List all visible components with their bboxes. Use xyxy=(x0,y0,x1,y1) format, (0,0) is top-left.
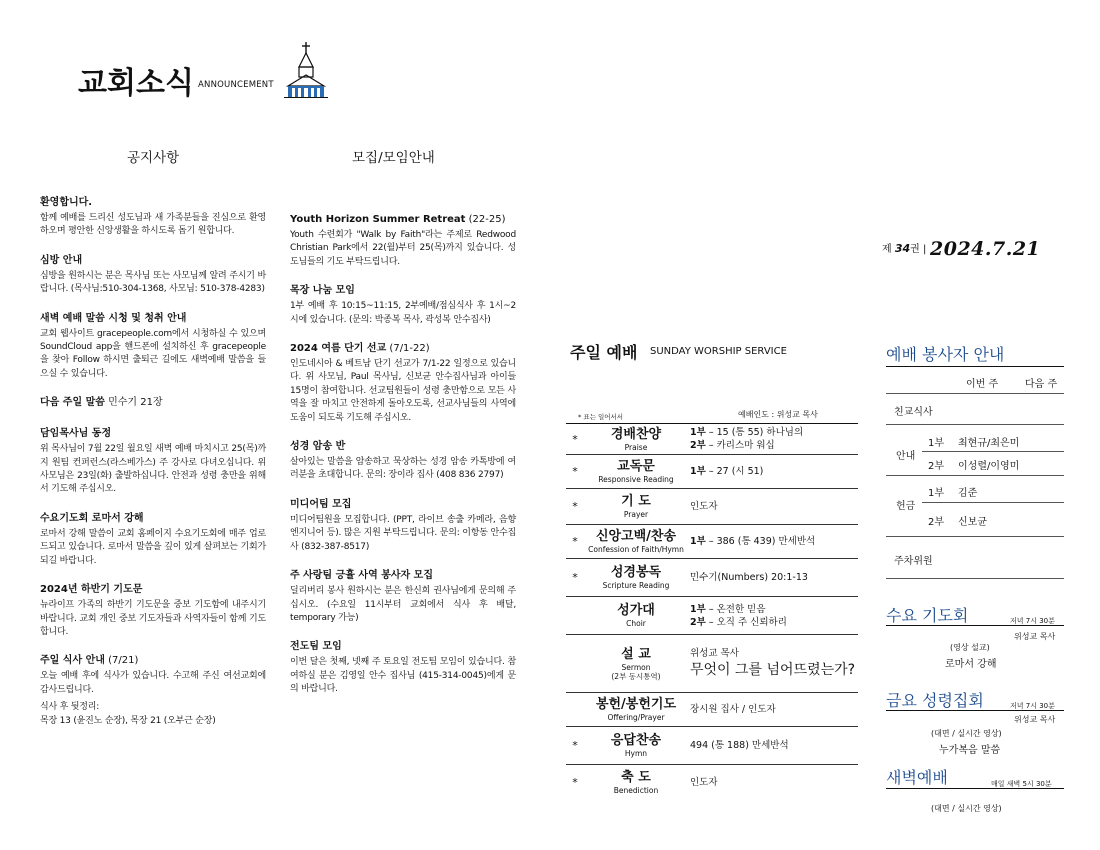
recruit-title: 주 사랑팀 긍휼 사역 봉사자 모집 xyxy=(290,570,433,582)
worship-item-value: 1부 – 27 (시 51) xyxy=(690,466,764,477)
notice-title: 2024년 하반기 기도문 xyxy=(40,584,143,596)
recruit-item xyxy=(290,342,516,425)
issue-volume: 제 34권 | xyxy=(882,242,927,255)
worship-item-name: 성가대 Choir xyxy=(617,603,655,628)
notice-body-extra: 목장 13 (윤진노 순장), 목장 21 (오부근 순장) xyxy=(40,715,216,726)
worship-subtitle: SUNDAY WORSHIP SERVICE xyxy=(650,346,787,357)
notice-title: 다음 주일 말씀 민수기 21장 xyxy=(40,397,163,409)
worship-item-name: 성경봉독 Scripture Reading xyxy=(602,565,670,590)
recruit-item xyxy=(290,440,516,483)
church-icon xyxy=(284,42,328,98)
notice-title: 새벽 예배 말씀 시청 및 청취 안내 xyxy=(40,312,187,324)
worship-row xyxy=(566,597,858,635)
dawn-title: 새벽예배 xyxy=(886,768,948,787)
bulletin-subtitle: ANNOUNCEMENT xyxy=(198,80,274,90)
recruit-title: 2024 여름 단기 선교 (7/1-22) xyxy=(290,343,430,355)
recruit-column xyxy=(290,213,516,712)
issue-date: 2024.7.21 xyxy=(930,238,1041,260)
stand-marker: * xyxy=(572,500,578,513)
notice-item xyxy=(40,396,266,409)
notice-body-extra: 식사 후 뒷정리: xyxy=(40,702,100,713)
divider xyxy=(922,451,1064,452)
recruit-body: 살아있는 말씀을 암송하고 묵상하는 성경 암송 카톡방에 여러분을 초대합니다. 문의: 장이라 집사 (408 836 2797) xyxy=(290,457,516,481)
guide-part1-label: 1부 xyxy=(928,438,945,449)
worship-item-value: 인도자 xyxy=(690,776,718,788)
recruit-body: 인도네시아 & 베트남 단기 선교가 7/1-22 일정으로 있습니다. 위 사모님, Paul 목사님, 신보균 안수집사님과 아이들 15명이 참여합니다. 선교팀원들이 성령 충만함으로 모든 사역을 잘 마치고 안전하게 돌아오도록, 선교사님들의 사역에 도움이 되도록 기도해 주십시오. xyxy=(290,359,516,423)
notice-item xyxy=(40,427,266,497)
worship-item-name: 축 도 Benediction xyxy=(613,769,659,795)
guide-part2-label: 2부 xyxy=(928,461,945,472)
recruit-heading: 모집/모임안내 xyxy=(352,150,435,166)
worship-title: 주일 예배 xyxy=(570,343,638,362)
wednesday-time: 저녁 7시 30분 xyxy=(1010,617,1055,625)
worship-row xyxy=(566,455,858,489)
wednesday-text: 로마서 강해 xyxy=(945,659,997,670)
divider xyxy=(886,536,1064,537)
notices-column xyxy=(40,196,266,743)
worship-order-table xyxy=(566,423,858,799)
wednesday-mode: (영상 설교) xyxy=(950,643,990,652)
recruit-item xyxy=(290,284,516,327)
friday-mode: (대면 / 실시간 영상) xyxy=(931,729,1002,738)
notice-item xyxy=(40,654,266,728)
worship-leader-note: 예배인도 : 위성교 목사 xyxy=(738,410,818,419)
guide-label: 안내 xyxy=(896,451,916,462)
recruit-item xyxy=(290,213,516,269)
notice-title: 수요기도회 로마서 강해 xyxy=(40,512,144,524)
recruit-title: 미디어팀 모집 xyxy=(290,498,352,510)
notice-item xyxy=(40,254,266,297)
notices-heading: 공지사항 xyxy=(127,150,180,166)
notice-title: 심방 안내 xyxy=(40,254,83,266)
notice-body: 심방을 원하시는 분은 목사님 또는 사모님께 알려 주시기 바랍니다. (목사님:510-304-1368, 사모님: 510-378-4283) xyxy=(40,270,266,295)
servants-next-week: 다음 주 xyxy=(1025,379,1058,390)
worship-row xyxy=(566,489,858,525)
stand-marker: * xyxy=(572,571,578,584)
guide-part1-names: 최현규/최은미 xyxy=(958,438,1020,449)
parking-label: 주차위원 xyxy=(894,556,933,567)
notice-item xyxy=(40,583,266,639)
stand-marker: * xyxy=(572,535,578,548)
wednesday-leader: 위성교 목사 xyxy=(1014,632,1056,641)
worship-item-name: 교독문 Responsive Reading xyxy=(598,459,674,484)
worship-item-value: 1부 – 온전한 믿음 2부 – 오직 주 신뢰하리 xyxy=(690,603,787,628)
recruit-item xyxy=(290,569,516,625)
divider xyxy=(886,475,1064,476)
recruit-item xyxy=(290,498,516,554)
notice-body: 뉴라이프 가족의 하반기 기도문을 중보 기도함에 내주시기 바랍니다. 교회 개인 중보 기도자들과 사역자들이 함께 기도합니다. xyxy=(40,600,266,637)
recruit-body: 이번 달은 첫째, 넷째 주 토요일 전도팀 모임이 있습니다. 참여하실 분은 김영일 안수 집사님 (415-314-0045)에게 문의 바랍니다. xyxy=(290,657,516,695)
notice-body: 함께 예배를 드리신 성도님과 새 가족분들을 진심으로 환영하오며 평안한 신앙생활을 하시도록 돕기 원합니다. xyxy=(40,213,266,237)
standing-note: * 표는 일어서서 xyxy=(578,413,624,421)
recruit-item xyxy=(290,640,516,696)
worship-item-value: 494 (통 188) 만세반석 xyxy=(690,740,789,751)
recruit-body: 1부 예배 후 10:15~11:15, 2부예배/점심식사 후 1시~2시에 있습니다. (문의: 박종복 목사, 곽성복 안수집사) xyxy=(290,301,516,325)
dawn-time: 매일 새벽 5시 30분 xyxy=(991,780,1052,788)
worship-row xyxy=(566,525,858,559)
recruit-body: 미디어팀원을 모집합니다. (PPT, 라이브 송출 카메라, 음향 엔지니어 등). 많은 지원 부탁드립니다. 문의: 이항동 안수집사 (832-387-8517) xyxy=(290,514,516,552)
stand-marker: * xyxy=(572,432,578,446)
friday-leader: 위성교 목사 xyxy=(1014,715,1056,724)
stand-marker: * xyxy=(572,465,578,478)
worship-item-value: 민수기(Numbers) 20:1-13 xyxy=(690,572,808,583)
sermon-title: 무엇이 그를 넘어뜨렸는가? xyxy=(690,662,856,678)
notice-title: 주일 식사 안내 (7/21) xyxy=(40,655,139,667)
worship-row xyxy=(566,765,858,799)
worship-row xyxy=(566,423,858,455)
dawn-mode: (대면 / 실시간 영상) xyxy=(931,804,1002,813)
worship-item-name: 신앙고백/찬송 Confession of Faith/Hymn xyxy=(588,529,684,554)
worship-row xyxy=(566,559,858,597)
offering-label: 헌금 xyxy=(896,501,916,512)
friday-text: 누가복음 말씀 xyxy=(939,745,1001,756)
friday-title: 금요 성령집회 xyxy=(886,691,984,710)
worship-row xyxy=(566,693,858,727)
recruit-title: Youth Horizon Summer Retreat (22-25) xyxy=(290,214,506,225)
notice-body: 오늘 예배 후에 식사가 있습니다. 수고해 주신 여선교회에 감사드립니다. xyxy=(40,671,266,695)
worship-item-name: 응답찬송 Hymn xyxy=(610,733,662,758)
divider xyxy=(922,502,1064,503)
stand-marker: * xyxy=(572,775,578,789)
worship-item-name: 설 교 Sermon (2부 동시통역) xyxy=(611,646,661,681)
wednesday-title: 수요 기도회 xyxy=(886,606,969,625)
worship-item-value: 인도자 xyxy=(690,501,718,512)
friday-time: 저녁 7시 30분 xyxy=(1010,702,1055,710)
divider xyxy=(886,393,1064,394)
stand-marker: * xyxy=(572,739,578,752)
recruit-title: 성경 암송 반 xyxy=(290,441,346,453)
worship-item-value: 1부 – 15 (통 55) 하나님의 2부 – 카리스마 워십 xyxy=(690,427,804,451)
worship-row xyxy=(566,635,858,693)
recruit-body: 딜리버리 봉사 원하시는 분은 한신희 권사님에게 문의해 주십시오. (수요일 11시부터 교회에서 식사 후 배달, temporary 가능) xyxy=(290,586,516,623)
offering-part1-name: 김준 xyxy=(958,488,978,499)
worship-item-name: 봉헌/봉헌기도 Offering/Prayer xyxy=(595,697,677,722)
bulletin-title: 교회소식 xyxy=(78,66,194,101)
recruit-body: Youth 수련회가 "Walk by Faith"라는 주제로 Redwood Christian Park에서 22(월)부터 25(목)까지 있습니다. 성도님들의 기도 부탁드립니다. xyxy=(290,230,516,267)
offering-part1-label: 1부 xyxy=(928,488,945,499)
fellowship-label: 친교식사 xyxy=(894,407,933,418)
guide-part2-names: 이성렬/이영미 xyxy=(958,461,1020,472)
offering-part2-name: 신보균 xyxy=(958,517,987,528)
worship-row xyxy=(566,727,858,765)
worship-item-name: 경배찬양 Praise xyxy=(610,426,662,452)
recruit-title: 전도팀 모임 xyxy=(290,641,342,653)
divider xyxy=(886,424,1064,425)
worship-item-value: 장시원 집사 / 인도자 xyxy=(690,704,776,715)
notice-item xyxy=(40,196,266,239)
servants-rule xyxy=(886,366,1064,367)
servants-title: 예배 봉사자 안내 xyxy=(886,345,1005,364)
recruit-title: 목장 나눔 모임 xyxy=(290,285,355,297)
notice-body: 로마서 강해 말씀이 교회 홈페이지 수요기도회에 매주 업로드되고 있습니다. 로마서 말씀을 깊이 있게 살펴보는 기회가 되길 바랍니다. xyxy=(40,528,266,566)
worship-item-value: 위성교 목사 무엇이 그를 넘어뜨렸는가? xyxy=(688,647,858,680)
notice-item xyxy=(40,312,266,382)
notice-item xyxy=(40,512,266,568)
offering-part2-label: 2부 xyxy=(928,517,945,528)
notice-body: 교회 웹사이트 gracepeople.com에서 시청하실 수 있으며 SoundCloud app을 핸드폰에 설치하신 후 gracepeople을 찾아 Follow 하시면 출퇴근 길에도 새벽예배 말씀을 들으실 수 있습니다. xyxy=(40,328,266,379)
worship-item-value: 1부 – 386 (통 439) 만세반석 xyxy=(690,536,816,547)
notice-title: 담임목사님 동정 xyxy=(40,428,112,440)
servants-this-week: 이번 주 xyxy=(966,379,999,390)
notice-title: 환영합니다. xyxy=(40,197,93,208)
worship-item-name: 기 도 Prayer xyxy=(621,494,651,519)
divider xyxy=(886,578,1064,579)
notice-body: 위 목사님이 7월 22일 월요일 새벽 예배 마치시고 25(목)까지 원팀 컨퍼런스(라스베가스) 주 강사로 다녀오십니다. 위 사모님은 23일(화) 출발하십니다. 안전과 성령 충만을 위해서 기도해 주십시오. xyxy=(40,444,266,495)
